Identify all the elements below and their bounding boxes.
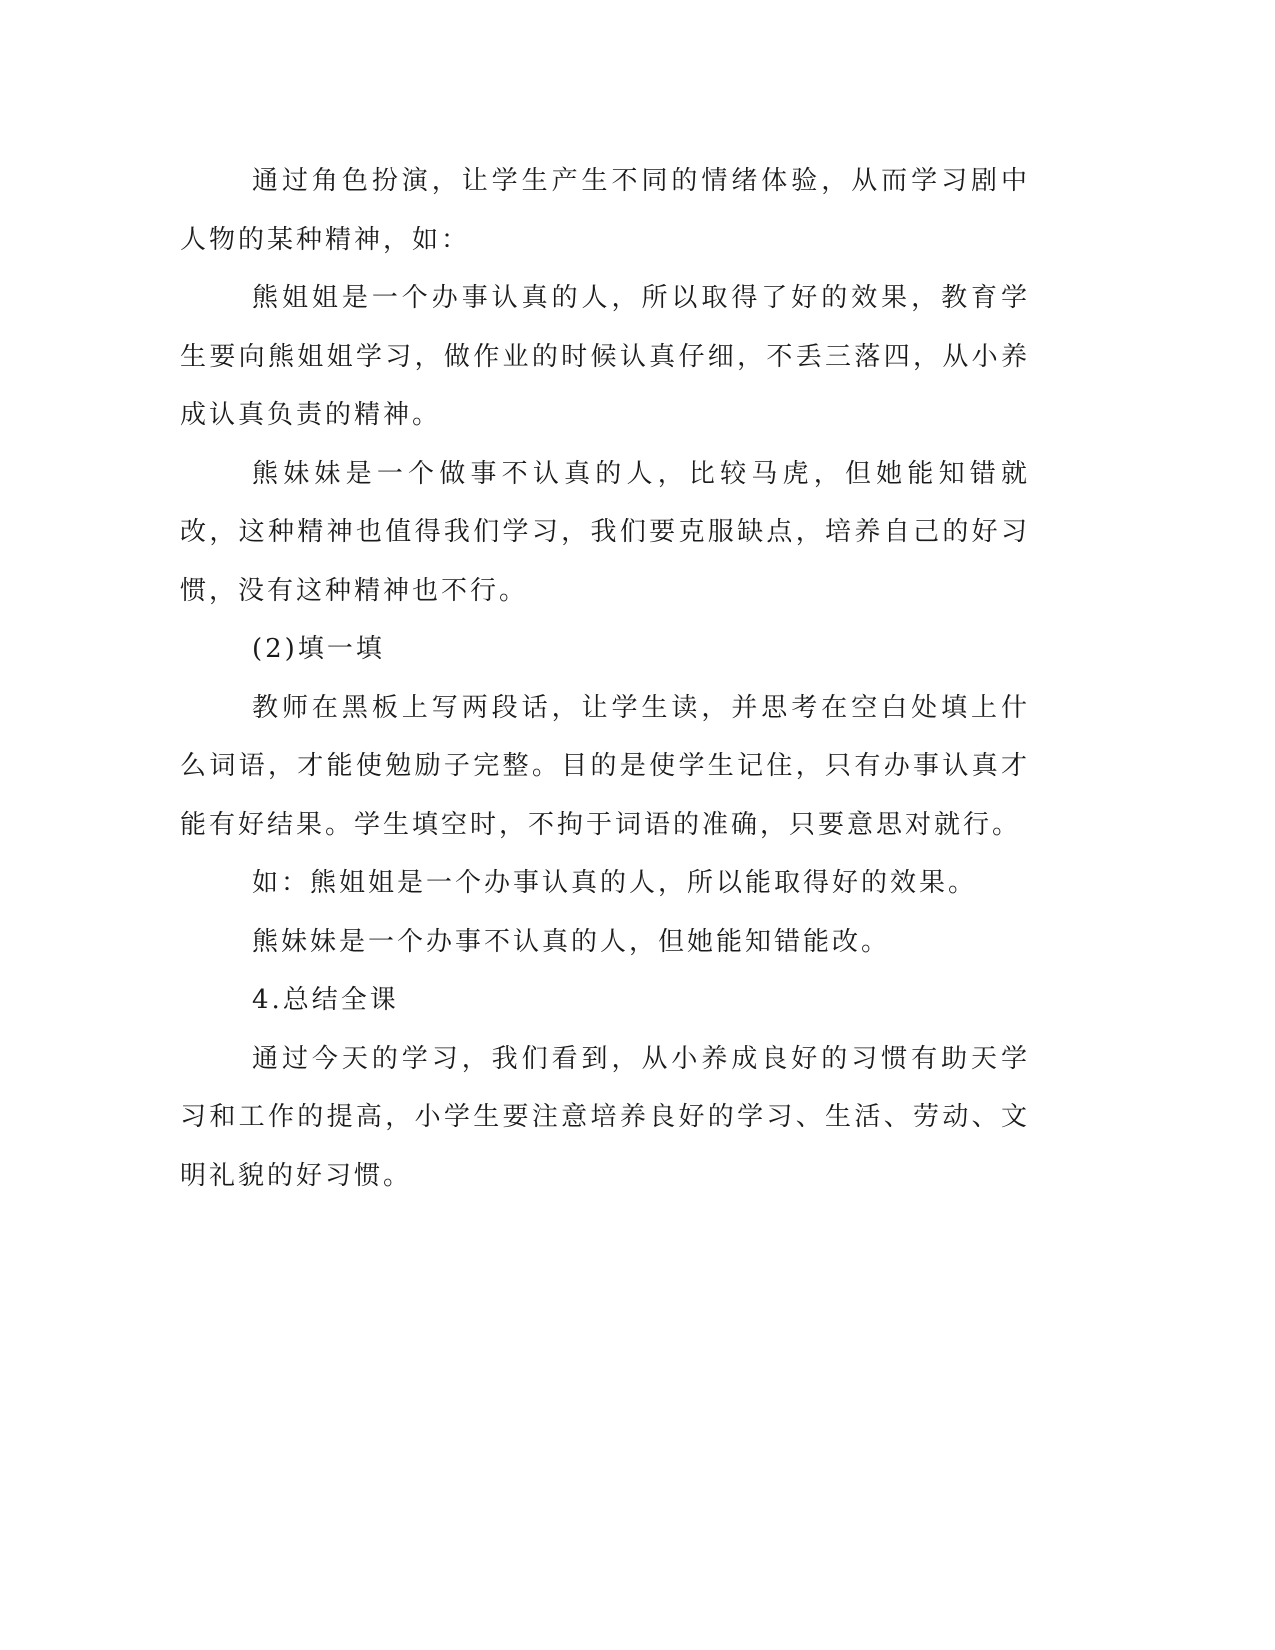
paragraph-role-play-intro: 通过角色扮演，让学生产生不同的情绪体验，从而学习剧中人物的某种精神，如：: [180, 166, 1030, 255]
paragraph-blackboard-exercise: 教师在黑板上写两段话，让学生读，并思考在空白处填上什么词语，才能使勉励子完整。目的是使学生记住，只有办事认真才能有好结果。学生填空时，不拘于词语的准确，只要意思对就行。: [180, 692, 1030, 840]
paragraph-summary: 通过今天的学习，我们看到，从小养成良好的习惯有助天学习和工作的提高，小学生要注意培养良好的学习、生活、劳动、文明礼貌的好习惯。: [180, 1043, 1030, 1191]
document-page: [180, 152, 1030, 1205]
paragraph-example-meimei: 熊妹妹是一个办事不认真的人，但她能知错能改。: [252, 926, 891, 957]
section-heading-fill-in: (2)填一填: [252, 634, 385, 664]
section-heading-summary: 4.总结全课: [252, 985, 399, 1015]
paragraph-example-jiejie: 如：熊姐姐是一个办事认真的人，所以能取得好的效果。: [252, 868, 978, 898]
paragraph-xiong-meimei: 熊妹妹是一个做事不认真的人，比较马虎，但她能知错就改，这种精神也值得我们学习，我们要克服缺点，培养自己的好习惯，没有这种精神也不行。: [180, 458, 1030, 606]
paragraph-xiong-jiejie: 熊姐姐是一个办事认真的人，所以取得了好的效果，教育学生要向熊姐姐学习，做作业的时候认真仔细，不丢三落四，从小养成认真负责的精神。: [180, 283, 1030, 430]
